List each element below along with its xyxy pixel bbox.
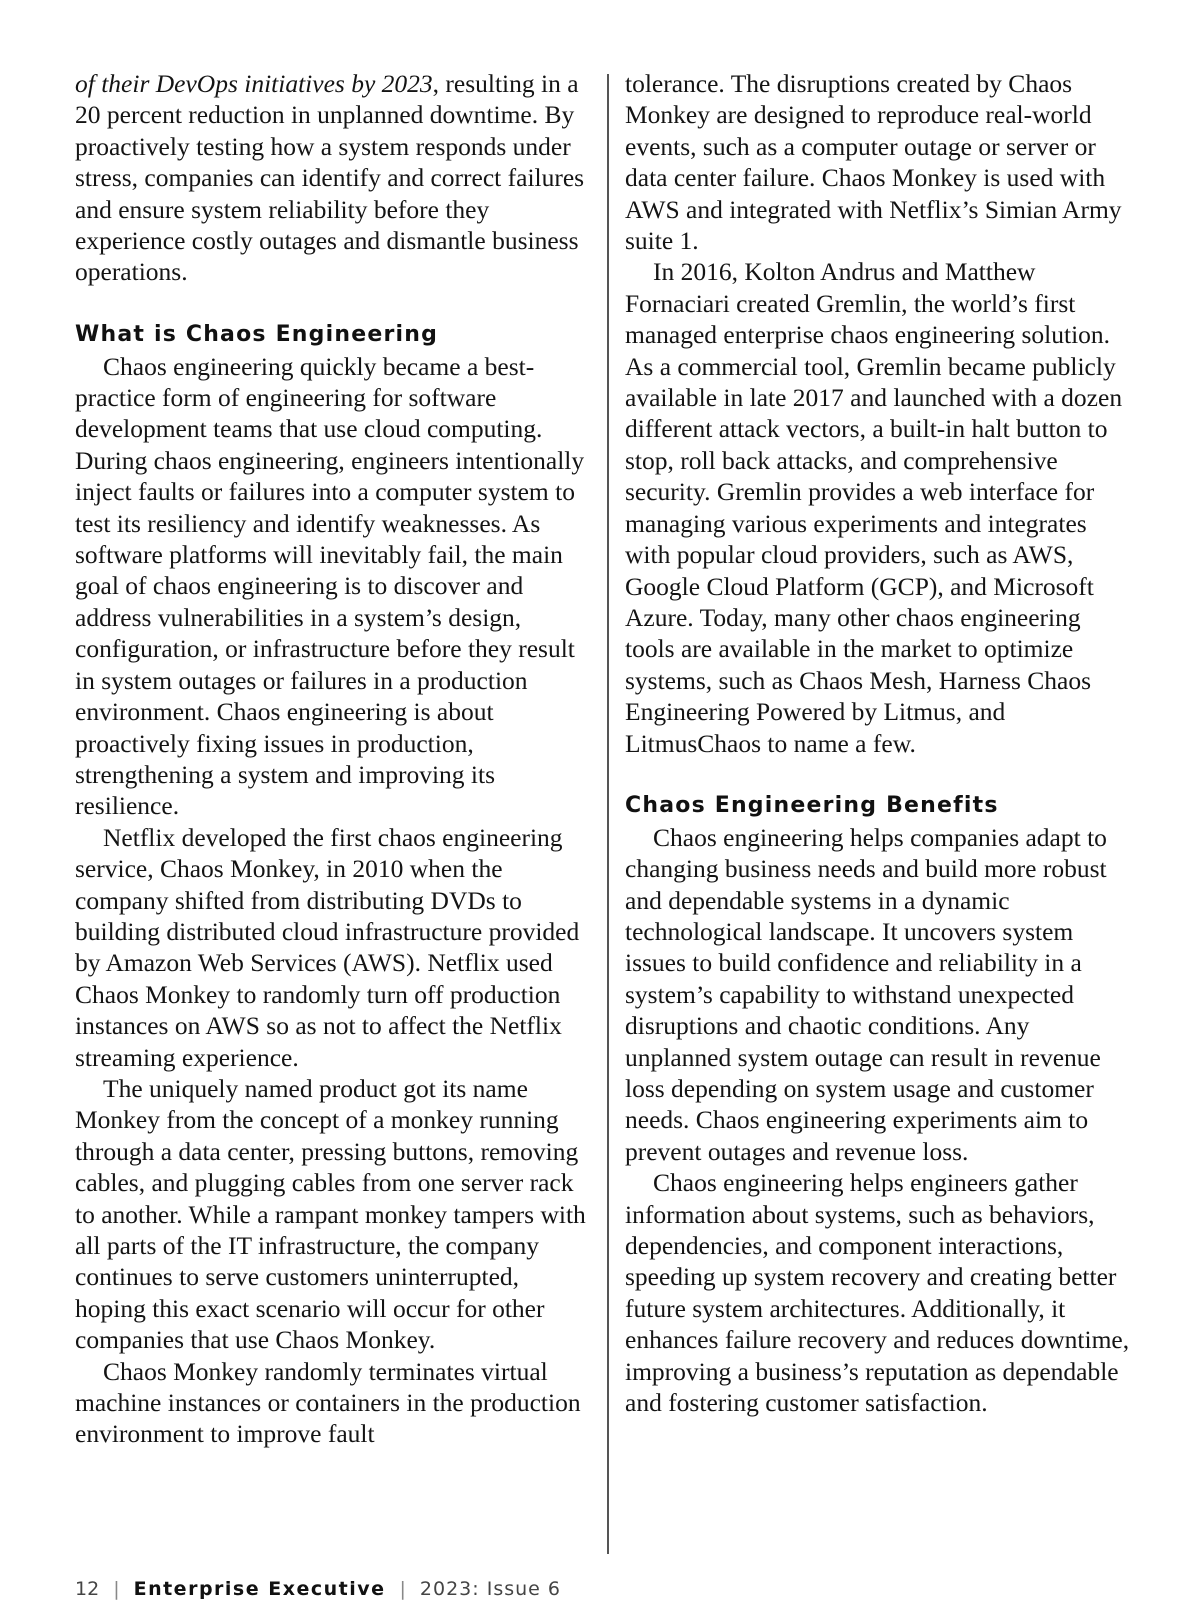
body-paragraph: Chaos engineering helps companies adapt to changing business needs and build more robust and dependable systems in a dynamic technological landscape. It uncovers system issues to build confidence and reliability in a system’s capability to withstand unexpected disruptions and chaotic conditions. Any unplanned system outage can result in revenue loss depending on system usage and customer needs. Chaos engineering experiments aim to prevent outages and revenue loss. [625, 822, 1107, 1166]
intro-italic-text: of their DevOps initiatives by 2023 [75, 69, 433, 98]
body-paragraph: Chaos engineering helps engineers gather information about systems, such as behaviors, dependencies, and component interactions, speeding up system recovery and creating better future system architectures. Additionally, it enhances failure recovery and reduces downtime, improving a business’s reputation as dependable and fostering customer satisfaction. [625, 1168, 1130, 1418]
body-paragraph: Netflix developed the first chaos engineering service, Chaos Monkey, in 2010 when the company shifted from distributing DVDs to building distributed cloud infrastructure provided by Amazon Web Services (AWS). Netflix used Chaos Monkey to randomly turn off production instances on AWS so as not to affect the Netflix streaming experience. [75, 822, 580, 1072]
intro-text: , resulting in a 20 percent reduction in unplanned downtime. By proactively testing how a system responds under stress, companies can identify and correct failures and ensure system reliability before they experience costly outages and dismantle business operations. [75, 69, 585, 287]
intro-paragraph [75, 68, 595, 288]
page-number: 12 [75, 1578, 100, 1600]
body-paragraph: The uniquely named product got its name Monkey from the concept of a monkey running through a data center, pressing buttons, removing cables, and plugging cables from one server rack to another. While a rampant monkey tampers with all parts of the IT infrastructure, the company continues to serve customers uninterrupted, hoping this exact scenario will occur for other companies that use Chaos Monkey. [75, 1073, 586, 1355]
section-spacer [625, 759, 1135, 790]
body-paragraph: Chaos Monkey randomly terminates virtual machine instances or containers in the production environment to improve fault [75, 1356, 581, 1449]
section-spacer [75, 288, 595, 319]
right-column [625, 68, 1135, 1418]
body-paragraph: Chaos engineering quickly became a best-practice form of engineering for software development teams that use cloud computing. During chaos engineering, engineers intentionally inject faults or failures into a computer system to test its resiliency and identify weaknesses. As software platforms will inevitably fail, the main goal of chaos engineering is to discover and address vulnerabilities in a system’s design, configuration, or infrastructure before they result in system outages or failures in a production environment. Chaos engineering is about proactively fixing issues in production, strengthening a system and improving its resilience. [75, 351, 585, 821]
left-column [75, 68, 595, 1450]
issue-label: 2023: Issue 6 [419, 1578, 561, 1600]
section-heading-what-is-chaos: What is Chaos Engineering [75, 322, 439, 348]
section-heading-benefits: Chaos Engineering Benefits [625, 793, 999, 819]
footer-separator: | [399, 1578, 406, 1600]
body-paragraph-gremlin: In 2016, Kolton Andrus and Matthew Fornaciari created Gremlin, the world’s first managed enterprise chaos engineering solution. As a commercial tool, Gremlin became publicly available in late 2017 and launched with a dozen different attack vectors, a built-in halt button to stop, roll back attacks, and comprehensive security. Gremlin provides a web interface for managing various experiments and integrates with popular cloud providers, such as AWS, Google Cloud Platform (GCP), and Microsoft Azure. Today, many other chaos engineering tools are available in the market to optimize systems, such as Chaos Mesh, Harness Chaos Engineering Powered by Litmus, and LitmusChaos to name a few. [625, 257, 1123, 758]
footer-separator: | [113, 1578, 120, 1600]
page-footer [75, 1578, 561, 1600]
publication-name: Enterprise Executive [133, 1578, 386, 1600]
continuation-paragraph: tolerance. The disruptions created by Chaos Monkey are designed to reproduce real-world events, such as a computer outage or server or data center failure. Chaos Monkey is used with AWS and integrated with Netflix’s Simian Army suite 1. [625, 69, 1122, 256]
column-divider [607, 74, 609, 1554]
